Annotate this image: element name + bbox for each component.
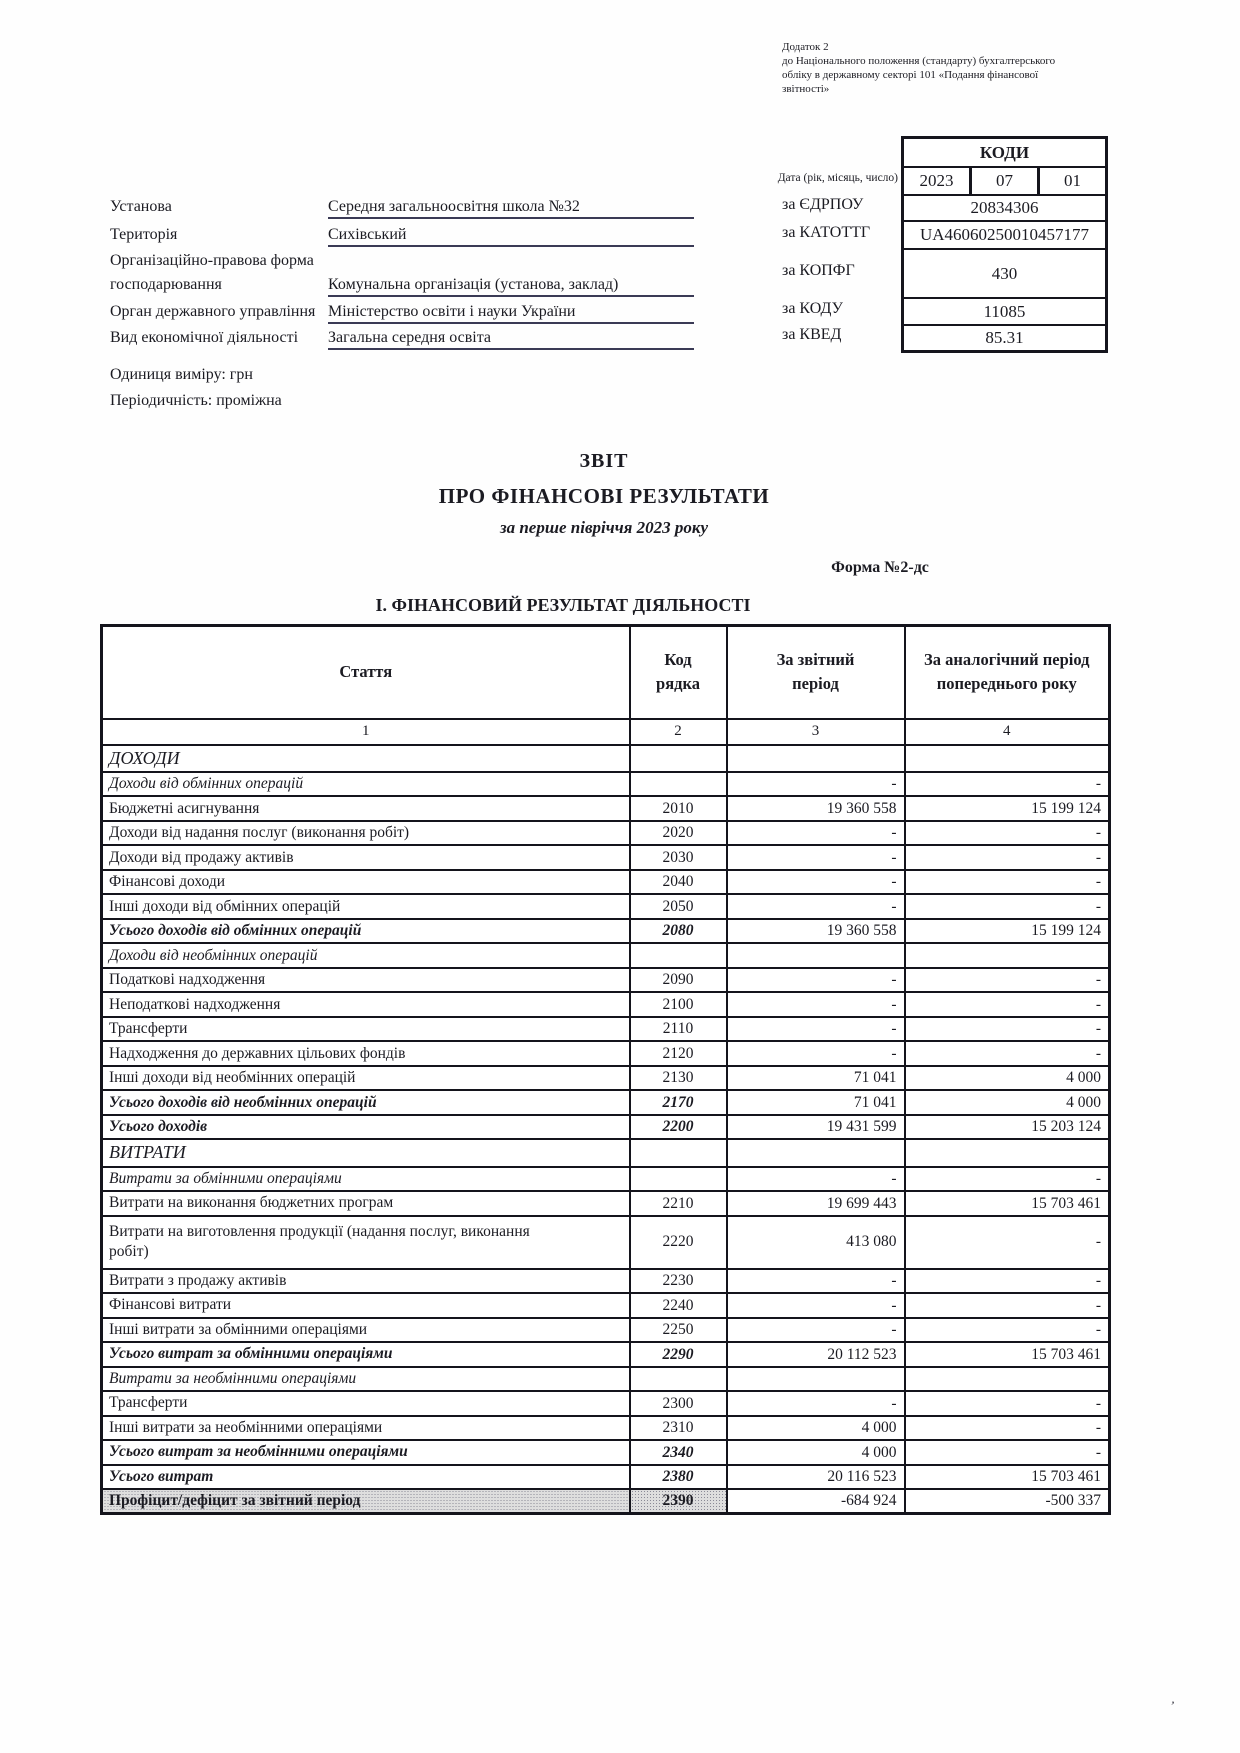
cell-previous: - bbox=[905, 772, 1110, 797]
cell-current: 20 112 523 bbox=[727, 1342, 905, 1367]
cell-article: ДОХОДИ bbox=[102, 745, 630, 772]
cell-code bbox=[630, 772, 727, 797]
edrpou-value: 20834306 bbox=[904, 194, 1105, 220]
cell-article: Податкові надходження bbox=[102, 968, 630, 993]
gov-body-value: Міністерство освіти і науки України bbox=[328, 303, 694, 324]
cell-article: Доходи від продажу активів bbox=[102, 845, 630, 870]
cell-code: 2310 bbox=[630, 1416, 727, 1441]
cell-code: 2120 bbox=[630, 1041, 727, 1066]
cell-code: 2300 bbox=[630, 1391, 727, 1416]
table-row bbox=[102, 1440, 1110, 1465]
cell-current: - bbox=[727, 1293, 905, 1318]
cell-article: Неподаткові надходження bbox=[102, 992, 630, 1017]
table-row bbox=[102, 1318, 1110, 1343]
cell-code: 2390 bbox=[630, 1489, 727, 1514]
katottg-value: UA46060250010457177 bbox=[904, 220, 1105, 248]
cell-code: 2130 bbox=[630, 1066, 727, 1091]
gov-body-label: Орган державного управління bbox=[110, 303, 316, 320]
cell-current: - bbox=[727, 1269, 905, 1294]
cell-current: - bbox=[727, 1167, 905, 1192]
col-number-1: 1 bbox=[102, 719, 630, 745]
cell-current bbox=[727, 745, 905, 772]
cell-current: -684 924 bbox=[727, 1489, 905, 1514]
table-row bbox=[102, 1216, 1110, 1269]
cell-previous: - bbox=[905, 968, 1110, 993]
table-row bbox=[102, 1465, 1110, 1490]
cell-current: - bbox=[727, 1391, 905, 1416]
cell-code: 2220 bbox=[630, 1216, 727, 1269]
table-header-row bbox=[102, 626, 1110, 719]
kopfg-label: за КОПФГ bbox=[782, 262, 855, 279]
cell-code: 2340 bbox=[630, 1440, 727, 1465]
form-number-label: Форма №2-дс bbox=[831, 559, 929, 576]
date-year: 2023 bbox=[919, 171, 954, 190]
cell-article: Витрати на виготовлення продукції (надання послуг, виконання робіт) bbox=[102, 1216, 630, 1269]
cell-previous: - bbox=[905, 894, 1110, 919]
edrpou-label: за ЄДРПОУ bbox=[782, 196, 864, 213]
cell-current: 19 360 558 bbox=[727, 796, 905, 821]
cell-article: Усього витрат bbox=[102, 1465, 630, 1490]
table-row bbox=[102, 968, 1110, 993]
cell-code bbox=[630, 745, 727, 772]
cell-current: - bbox=[727, 894, 905, 919]
cell-code: 2380 bbox=[630, 1465, 727, 1490]
cell-article: Інші доходи від необмінних операцій bbox=[102, 1066, 630, 1091]
cell-previous bbox=[905, 943, 1110, 968]
cell-current: 4 000 bbox=[727, 1416, 905, 1441]
table-row bbox=[102, 745, 1110, 772]
col-number-3: 3 bbox=[727, 719, 905, 745]
annotation-line: обліку в державному секторі 101 «Подання фінансової bbox=[782, 69, 1039, 81]
cell-previous: 4 000 bbox=[905, 1066, 1110, 1091]
header-current-period: За звітний період bbox=[727, 626, 905, 719]
table-row bbox=[102, 1139, 1110, 1166]
annotation-line: звітності» bbox=[782, 83, 830, 95]
cell-previous: -500 337 bbox=[905, 1489, 1110, 1514]
cell-code: 2080 bbox=[630, 919, 727, 944]
cell-article: Трансферти bbox=[102, 1017, 630, 1042]
cell-article: Інші витрати за необмінними операціями bbox=[102, 1416, 630, 1441]
kodu-label: за КОДУ bbox=[782, 300, 843, 317]
cell-previous: - bbox=[905, 1391, 1110, 1416]
table-row bbox=[102, 845, 1110, 870]
table-row bbox=[102, 821, 1110, 846]
header-code: Код рядка bbox=[630, 626, 727, 719]
cell-current: 71 041 bbox=[727, 1090, 905, 1115]
cell-previous: - bbox=[905, 1416, 1110, 1441]
cell-previous: - bbox=[905, 1167, 1110, 1192]
table-row bbox=[102, 1367, 1110, 1392]
table-row bbox=[102, 1090, 1110, 1115]
cell-previous: 15 199 124 bbox=[905, 919, 1110, 944]
cell-current: 19 699 443 bbox=[727, 1191, 905, 1216]
kved-value: 85.31 bbox=[904, 324, 1105, 350]
cell-article: Фінансові доходи bbox=[102, 870, 630, 895]
cell-article: Усього доходів від обмінних операцій bbox=[102, 919, 630, 944]
cell-current: 19 360 558 bbox=[727, 919, 905, 944]
table-row bbox=[102, 1017, 1110, 1042]
cell-code: 2230 bbox=[630, 1269, 727, 1294]
activity-value: Загальна середня освіта bbox=[328, 329, 694, 350]
cell-code: 2100 bbox=[630, 992, 727, 1017]
cell-code: 2040 bbox=[630, 870, 727, 895]
cell-article: Інші доходи від обмінних операцій bbox=[102, 894, 630, 919]
cell-previous: - bbox=[905, 821, 1110, 846]
table-row bbox=[102, 919, 1110, 944]
cell-previous: - bbox=[905, 1216, 1110, 1269]
activity-label: Вид економічної діяльності bbox=[110, 329, 299, 346]
cell-current: - bbox=[727, 845, 905, 870]
cell-article: Трансферти bbox=[102, 1391, 630, 1416]
cell-code: 2020 bbox=[630, 821, 727, 846]
institution-label: Установа bbox=[110, 198, 172, 215]
cell-article: Усього витрат за обмінними операціями bbox=[102, 1342, 630, 1367]
table-row bbox=[102, 1293, 1110, 1318]
header-previous-period: За аналогічний період попереднього року bbox=[905, 626, 1110, 719]
cell-current: - bbox=[727, 992, 905, 1017]
cell-current: 4 000 bbox=[727, 1440, 905, 1465]
cell-article: Доходи від обмінних операцій bbox=[102, 772, 630, 797]
table-row bbox=[102, 1191, 1110, 1216]
finance-results-table bbox=[100, 624, 1111, 1515]
table-row bbox=[102, 870, 1110, 895]
cell-current: - bbox=[727, 772, 905, 797]
legal-form-label-line2: господарювання bbox=[110, 276, 222, 293]
table-row bbox=[102, 1269, 1110, 1294]
cell-current: 71 041 bbox=[727, 1066, 905, 1091]
cell-current bbox=[727, 1139, 905, 1166]
table-row bbox=[102, 1489, 1110, 1514]
legal-form-value: Комунальна організація (установа, заклад) bbox=[328, 276, 694, 297]
report-period: за перше півріччя 2023 року bbox=[499, 518, 709, 537]
cell-current: - bbox=[727, 1017, 905, 1042]
cell-code: 2240 bbox=[630, 1293, 727, 1318]
cell-code: 2210 bbox=[630, 1191, 727, 1216]
cell-code bbox=[630, 943, 727, 968]
cell-current: 20 116 523 bbox=[727, 1465, 905, 1490]
codes-box bbox=[901, 136, 1108, 353]
cell-previous: - bbox=[905, 870, 1110, 895]
legal-form-label-line1: Організаційно-правова форма bbox=[110, 252, 314, 269]
table-row bbox=[102, 1066, 1110, 1091]
cell-article: Бюджетні асигнування bbox=[102, 796, 630, 821]
cell-code: 2170 bbox=[630, 1090, 727, 1115]
cell-current: 413 080 bbox=[727, 1216, 905, 1269]
cell-article: Витрати з продажу активів bbox=[102, 1269, 630, 1294]
cell-code bbox=[630, 1167, 727, 1192]
katottg-label: за КАТОТТГ bbox=[782, 224, 871, 241]
cell-code: 2010 bbox=[630, 796, 727, 821]
cell-previous: 15 203 124 bbox=[905, 1115, 1110, 1140]
table-row bbox=[102, 796, 1110, 821]
cell-article: Витрати за необмінними операціями bbox=[102, 1367, 630, 1392]
cell-article: ВИТРАТИ bbox=[102, 1139, 630, 1166]
header-article: Стаття bbox=[102, 626, 630, 719]
cell-article: Фінансові витрати bbox=[102, 1293, 630, 1318]
cell-previous: - bbox=[905, 1440, 1110, 1465]
cell-code bbox=[630, 1367, 727, 1392]
cell-article: Доходи від надання послуг (виконання робіт) bbox=[102, 821, 630, 846]
cell-code: 2250 bbox=[630, 1318, 727, 1343]
report-title-block bbox=[100, 450, 1108, 538]
cell-previous: - bbox=[905, 1318, 1110, 1343]
annotation-line: Додаток 2 bbox=[782, 41, 829, 53]
cell-previous: - bbox=[905, 1017, 1110, 1042]
cell-previous: 15 703 461 bbox=[905, 1342, 1110, 1367]
table-row bbox=[102, 1041, 1110, 1066]
kodu-value: 11085 bbox=[904, 297, 1105, 324]
date-day: 01 bbox=[1037, 168, 1105, 194]
date-label: Дата (рік, місяць, число) bbox=[777, 172, 898, 184]
section-title: І. ФІНАНСОВИЙ РЕЗУЛЬТАТ ДІЯЛЬНОСТІ bbox=[375, 595, 751, 615]
col-number-4: 4 bbox=[905, 719, 1110, 745]
cell-current bbox=[727, 943, 905, 968]
table-row bbox=[102, 1391, 1110, 1416]
cell-code bbox=[630, 1139, 727, 1166]
table-row bbox=[102, 1342, 1110, 1367]
cell-code: 2050 bbox=[630, 894, 727, 919]
periodicity: Періодичність: проміжна bbox=[110, 392, 282, 409]
table-row bbox=[102, 943, 1110, 968]
table-row bbox=[102, 772, 1110, 797]
cell-article: Усього доходів від необмінних операцій bbox=[102, 1090, 630, 1115]
cell-current: - bbox=[727, 968, 905, 993]
cell-current: - bbox=[727, 1318, 905, 1343]
kopfg-value: 430 bbox=[904, 248, 1105, 297]
cell-code: 2110 bbox=[630, 1017, 727, 1042]
table-row bbox=[102, 992, 1110, 1017]
cell-previous: - bbox=[905, 1041, 1110, 1066]
cell-previous: 15 199 124 bbox=[905, 796, 1110, 821]
regulatory-annotation bbox=[782, 40, 1118, 96]
cell-previous: - bbox=[905, 845, 1110, 870]
table-row bbox=[102, 894, 1110, 919]
cell-article: Доходи від необмінних операцій bbox=[102, 943, 630, 968]
cell-previous: 4 000 bbox=[905, 1090, 1110, 1115]
col-number-2: 2 bbox=[630, 719, 727, 745]
cell-code: 2090 bbox=[630, 968, 727, 993]
table-row bbox=[102, 1167, 1110, 1192]
report-subject: ПРО ФІНАНСОВІ РЕЗУЛЬТАТИ bbox=[438, 484, 770, 508]
date-month: 07 bbox=[969, 168, 1037, 194]
territory-label: Територія bbox=[110, 226, 178, 243]
cell-previous bbox=[905, 1139, 1110, 1166]
kved-label: за КВЕД bbox=[782, 326, 842, 343]
cell-article: Витрати на виконання бюджетних програм bbox=[102, 1191, 630, 1216]
table-row bbox=[102, 1115, 1110, 1140]
territory-value: Сихівський bbox=[328, 226, 694, 247]
cell-current: - bbox=[727, 821, 905, 846]
column-numbers-row bbox=[102, 719, 1110, 745]
cell-article: Усього витрат за необмінними операціями bbox=[102, 1440, 630, 1465]
cell-article: Витрати за обмінними операціями bbox=[102, 1167, 630, 1192]
cell-current: - bbox=[727, 1041, 905, 1066]
cell-code: 2290 bbox=[630, 1342, 727, 1367]
finance-table-body bbox=[102, 745, 1110, 1514]
table-row bbox=[102, 1416, 1110, 1441]
cell-article: Усього доходів bbox=[102, 1115, 630, 1140]
cell-current: - bbox=[727, 870, 905, 895]
cell-current bbox=[727, 1367, 905, 1392]
cell-previous: 15 703 461 bbox=[905, 1191, 1110, 1216]
cell-previous: - bbox=[905, 1293, 1110, 1318]
cell-article: Інші витрати за обмінними операціями bbox=[102, 1318, 630, 1343]
cell-current: 19 431 599 bbox=[727, 1115, 905, 1140]
cell-code: 2200 bbox=[630, 1115, 727, 1140]
cell-article: Профіцит/дефіцит за звітний період bbox=[102, 1489, 630, 1514]
institution-value: Середня загальноосвітня школа №32 bbox=[328, 198, 694, 219]
cell-code: 2030 bbox=[630, 845, 727, 870]
measure-unit: Одиниця виміру: грн bbox=[110, 366, 253, 383]
codes-date-row bbox=[904, 166, 1105, 194]
cell-article: Надходження до державних цільових фондів bbox=[102, 1041, 630, 1066]
cell-previous: - bbox=[905, 1269, 1110, 1294]
scan-artifact-mark: ʼ bbox=[1168, 1697, 1176, 1714]
cell-previous: 15 703 461 bbox=[905, 1465, 1110, 1490]
codes-box-title: КОДИ bbox=[979, 142, 1030, 162]
cell-previous bbox=[905, 745, 1110, 772]
cell-previous bbox=[905, 1367, 1110, 1392]
report-title: ЗВІТ bbox=[579, 450, 629, 472]
cell-previous: - bbox=[905, 992, 1110, 1017]
annotation-line: до Національного положення (стандарту) бухгалтерського bbox=[782, 55, 1056, 67]
